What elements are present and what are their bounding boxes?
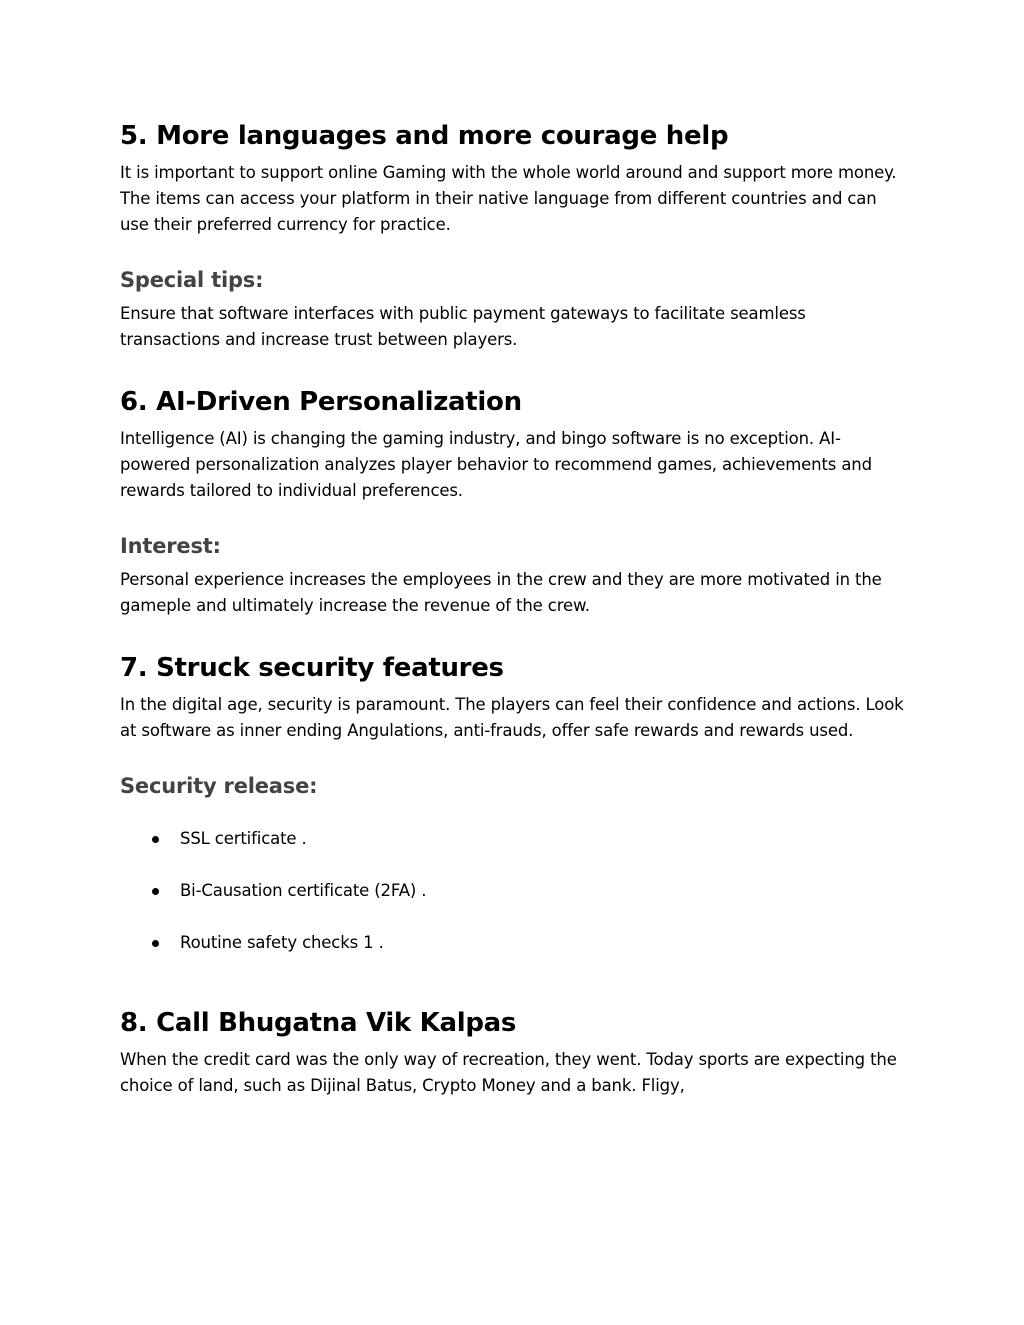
bullet-icon [152,940,159,947]
sub-heading: Security release: [120,774,318,798]
section-6 [120,384,910,650]
section-heading: 7. Struck security features [120,653,504,683]
list-item-text: Routine safety checks 1 . [180,933,384,952]
section-5 [120,118,910,384]
bullet-list [120,826,910,956]
document-content [120,118,910,1099]
sub-heading: Interest: [120,534,221,558]
section-8 [120,1005,910,1099]
list-item [120,826,910,852]
bullet-icon [152,888,159,895]
section-heading: 6. AI-Driven Personalization [120,387,522,417]
section-7 [120,650,910,1005]
section-heading: 5. More languages and more courage help [120,121,729,151]
list-item [120,878,910,904]
section-body: In the digital age, security is paramount. The players can feel their confidence and actions. Look at software as inner ending Angulations, anti-frauds, offer safe rewards and rewards used. [120,695,904,740]
sub-body: Personal experience increases the employees in the crew and they are more motivated in the gameple and ultimately increase the revenue of the crew. [120,570,882,615]
list-item [120,930,910,956]
section-body: When the credit card was the only way of recreation, they went. Today sports are expecting the choice of land, such as Dijinal Batus, Crypto Money and a bank. Fligy, [120,1050,897,1095]
bullet-icon [152,836,159,843]
section-body: Intelligence (AI) is changing the gaming industry, and bingo software is no exception. AI-powered personalization analyzes player behavior to recommend games, achievements and rewards tailored to individual preferences. [120,429,872,500]
list-item-text: SSL certificate . [180,829,307,848]
sub-body: Ensure that software interfaces with public payment gateways to facilitate seamless transactions and increase trust between players. [120,304,806,349]
section-heading: 8. Call Bhugatna Vik Kalpas [120,1008,517,1038]
list-item-text: Bi-Causation certificate (2FA) . [180,881,427,900]
sub-heading: Special tips: [120,268,264,292]
section-body: It is important to support online Gaming with the whole world around and support more money. The items can access your platform in their native language from different countries and can use their preferred currency for practice. [120,163,897,234]
